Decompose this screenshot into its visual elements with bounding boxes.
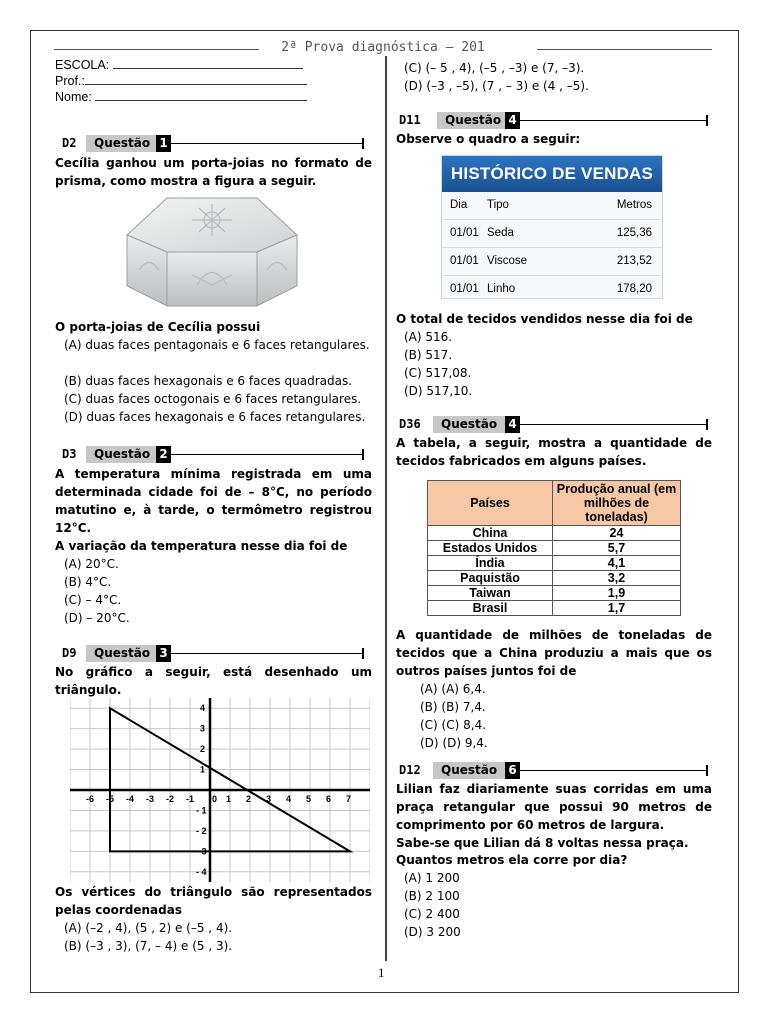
col-day: Dia bbox=[450, 199, 468, 211]
descriptor-code: D12 bbox=[399, 763, 421, 777]
cell-type: Viscose bbox=[487, 255, 528, 267]
question-number: 4 bbox=[505, 416, 520, 433]
question-3-statement: No gráfico a seguir, está desenhado um triângulo. bbox=[55, 665, 372, 697]
y-tick-label: 3 bbox=[200, 723, 206, 734]
question-6-statement: Lilian faz diariamente suas corridas em uma praça retangular que possui 90 metros de comprimento por 60 metros de largura. bbox=[396, 782, 712, 832]
x-tick-label: -5 bbox=[106, 794, 115, 804]
jewelry-box-image bbox=[117, 190, 307, 308]
option-a[interactable]: (A) (A) 6,4. bbox=[420, 682, 486, 696]
x-tick-label: 6 bbox=[326, 794, 332, 804]
y-tick-label: 1 bbox=[200, 764, 206, 775]
cell-country: Índia bbox=[428, 556, 553, 571]
page-number: 1 bbox=[378, 965, 385, 980]
x-tick-label: 1 bbox=[226, 794, 232, 804]
y-tick-label: - 4 bbox=[196, 866, 207, 877]
y-tick-label: - 2 bbox=[196, 825, 207, 836]
option-b[interactable]: (B) 4°C. bbox=[64, 575, 112, 589]
cell-value: 1,9 bbox=[553, 586, 681, 601]
cell-meters: 213,52 bbox=[616, 255, 652, 267]
school-field[interactable] bbox=[55, 58, 303, 72]
x-tick-label: 0 bbox=[212, 794, 218, 804]
option-b[interactable]: (B) (–3 , 3), (7, – 4) e (5 , 3). bbox=[64, 939, 233, 953]
table-row bbox=[442, 220, 662, 248]
x-tick-label: 4 bbox=[286, 794, 292, 804]
question-4-prompt: O total de tecidos vendidos nesse dia foi de bbox=[396, 312, 693, 326]
cell-value: 1,7 bbox=[553, 601, 681, 616]
x-tick-label: 2 bbox=[246, 794, 252, 804]
coordinate-chart bbox=[70, 698, 370, 882]
table-row bbox=[428, 556, 681, 571]
cell-value: 5,7 bbox=[553, 541, 681, 556]
question-number: 4 bbox=[505, 112, 520, 129]
teacher-label: Prof.: bbox=[55, 74, 85, 88]
question-5-prompt: A quantidade de milhões de toneladas de tecidos que a China produziu a mais que os outros países juntos foi de bbox=[396, 628, 712, 678]
name-field[interactable] bbox=[55, 90, 307, 104]
option-d[interactable]: (D) 3 200 bbox=[404, 925, 461, 939]
option-c[interactable]: (C) – 4°C. bbox=[64, 593, 122, 607]
descriptor-code: D9 bbox=[62, 646, 77, 660]
question-number: 6 bbox=[505, 762, 520, 779]
option-a[interactable]: (A) 516. bbox=[404, 330, 453, 344]
col-type: Tipo bbox=[487, 199, 509, 211]
y-tick-label: 2 bbox=[200, 744, 206, 755]
question-6-question: Quantos metros ela corre por dia? bbox=[396, 853, 628, 867]
question-label: Questão bbox=[437, 112, 509, 129]
descriptor-code: D11 bbox=[399, 113, 421, 127]
textile-production-table bbox=[427, 480, 681, 616]
question-label: Questão bbox=[86, 446, 158, 463]
page-title: 2ª Prova diagnóstica – 201 bbox=[54, 40, 712, 55]
question-1-prompt: O porta-joias de Cecília possui bbox=[55, 320, 261, 334]
option-b[interactable]: (B) 2 100 bbox=[404, 889, 460, 903]
question-4-statement: Observe o quadro a seguir: bbox=[396, 132, 581, 146]
question-label: Questão bbox=[86, 645, 158, 662]
table-row bbox=[428, 586, 681, 601]
descriptor-code: D36 bbox=[399, 417, 421, 431]
option-b[interactable]: (B) duas faces hexagonais e 6 faces quadradas. bbox=[64, 374, 353, 388]
option-d[interactable]: (D) (D) 9,4. bbox=[420, 736, 488, 750]
x-tick-label: -2 bbox=[166, 794, 175, 804]
question-1-statement: Cecília ganhou um porta-joias no formato de prisma, como mostra a figura a seguir. bbox=[55, 156, 372, 188]
x-tick-label: 7 bbox=[346, 794, 352, 804]
col-country: Países bbox=[428, 481, 553, 526]
table-row bbox=[428, 601, 681, 616]
question-3-header bbox=[62, 645, 366, 662]
cell-country: China bbox=[428, 526, 553, 541]
question-5-statement: A tabela, a seguir, mostra a quantidade de tecidos fabricados em alguns países. bbox=[396, 436, 712, 468]
x-tick-label: -1 bbox=[186, 794, 195, 804]
question-2-header bbox=[62, 446, 366, 463]
column-divider bbox=[385, 56, 387, 961]
option-a[interactable]: (A) (–2 , 4), (5 , 2) e (–5 , 4). bbox=[64, 921, 233, 935]
cell-day: 01/01 bbox=[450, 283, 479, 295]
cell-value: 4,1 bbox=[553, 556, 681, 571]
question-label: Questão bbox=[86, 135, 158, 152]
name-label: Nome: bbox=[55, 90, 92, 104]
option-a[interactable]: (A) duas faces pentagonais e 6 faces retangulares. bbox=[64, 338, 370, 352]
cell-type: Seda bbox=[487, 227, 514, 239]
cell-meters: 178,20 bbox=[616, 283, 652, 295]
question-2-statement: A temperatura mínima registrada em uma determinada cidade foi de – 8°C, no período matutino e, à tarde, o termômetro registrou 12°C. bbox=[55, 467, 372, 535]
x-tick-label: 3 bbox=[266, 794, 272, 804]
option-c[interactable]: (C) (– 5 , 4), (–5 , –3) e (7, –3). bbox=[404, 61, 585, 75]
x-tick-label: 5 bbox=[306, 794, 312, 804]
option-c[interactable]: (C) 517,08. bbox=[404, 366, 472, 380]
y-tick-label: 4 bbox=[200, 703, 206, 714]
table-row bbox=[442, 276, 662, 303]
option-c[interactable]: (C) 2 400 bbox=[404, 907, 460, 921]
x-tick-label: -6 bbox=[86, 794, 95, 804]
option-d[interactable]: (D) 517,10. bbox=[404, 384, 473, 398]
cell-type: Linho bbox=[487, 283, 516, 295]
option-d[interactable]: (D) duas faces hexagonais e 6 faces retangulares. bbox=[64, 410, 366, 424]
question-1-header bbox=[62, 135, 366, 152]
sales-history-table bbox=[441, 155, 663, 299]
teacher-field[interactable] bbox=[55, 74, 307, 88]
cell-value: 3,2 bbox=[553, 571, 681, 586]
question-label: Questão bbox=[433, 416, 505, 433]
question-number: 1 bbox=[156, 135, 171, 152]
question-number: 2 bbox=[156, 446, 171, 463]
question-number: 3 bbox=[156, 645, 171, 662]
y-tick-label: - 3 bbox=[196, 846, 207, 857]
y-tick-label: - 1 bbox=[196, 805, 207, 816]
question-label: Questão bbox=[433, 762, 505, 779]
question-5-header bbox=[399, 416, 711, 433]
option-d[interactable]: (D) (–3 , –5), (7 , – 3) e (4 , –5). bbox=[404, 79, 589, 93]
question-6-header bbox=[399, 762, 711, 779]
option-d[interactable]: (D) – 20°C. bbox=[64, 611, 130, 625]
table-row bbox=[428, 526, 681, 541]
cell-day: 01/01 bbox=[450, 255, 479, 267]
question-3-prompt: Os vértices do triângulo são representados pelas coordenadas bbox=[55, 885, 372, 917]
question-6-statement-2: Sabe-se que Lilian dá 8 voltas nessa praça. bbox=[396, 836, 689, 850]
option-b[interactable]: (B) 517. bbox=[404, 348, 453, 362]
cell-day: 01/01 bbox=[450, 227, 479, 239]
col-production: Produção anual (em milhões de toneladas) bbox=[553, 481, 681, 526]
cell-country: Taiwan bbox=[428, 586, 553, 601]
school-label: ESCOLA: bbox=[55, 58, 110, 72]
option-c[interactable]: (C) (C) 8,4. bbox=[420, 718, 487, 732]
table-row bbox=[442, 248, 662, 276]
option-a[interactable]: (A) 20°C. bbox=[64, 557, 119, 571]
table-row bbox=[428, 541, 681, 556]
option-b[interactable]: (B) (B) 7,4. bbox=[420, 700, 486, 714]
question-4-header bbox=[399, 112, 711, 129]
table-header-row bbox=[442, 192, 662, 220]
descriptor-code: D3 bbox=[62, 447, 77, 461]
cell-value: 24 bbox=[553, 526, 681, 541]
col-meters: Metros bbox=[616, 199, 652, 211]
option-a[interactable]: (A) 1 200 bbox=[404, 871, 460, 885]
table-row bbox=[428, 571, 681, 586]
x-tick-label: -4 bbox=[126, 794, 135, 804]
question-2-prompt: A variação da temperatura nesse dia foi de bbox=[55, 539, 348, 553]
cell-country: Brasil bbox=[428, 601, 553, 616]
option-c[interactable]: (C) duas faces octogonais e 6 faces retangulares. bbox=[64, 392, 362, 406]
cell-country: Paquistão bbox=[428, 571, 553, 586]
table-banner: HISTÓRICO DE VENDAS bbox=[442, 156, 662, 192]
cell-country: Estados Unidos bbox=[428, 541, 553, 556]
descriptor-code: D2 bbox=[62, 136, 77, 150]
cell-meters: 125,36 bbox=[616, 227, 652, 239]
x-tick-label: -3 bbox=[146, 794, 155, 804]
